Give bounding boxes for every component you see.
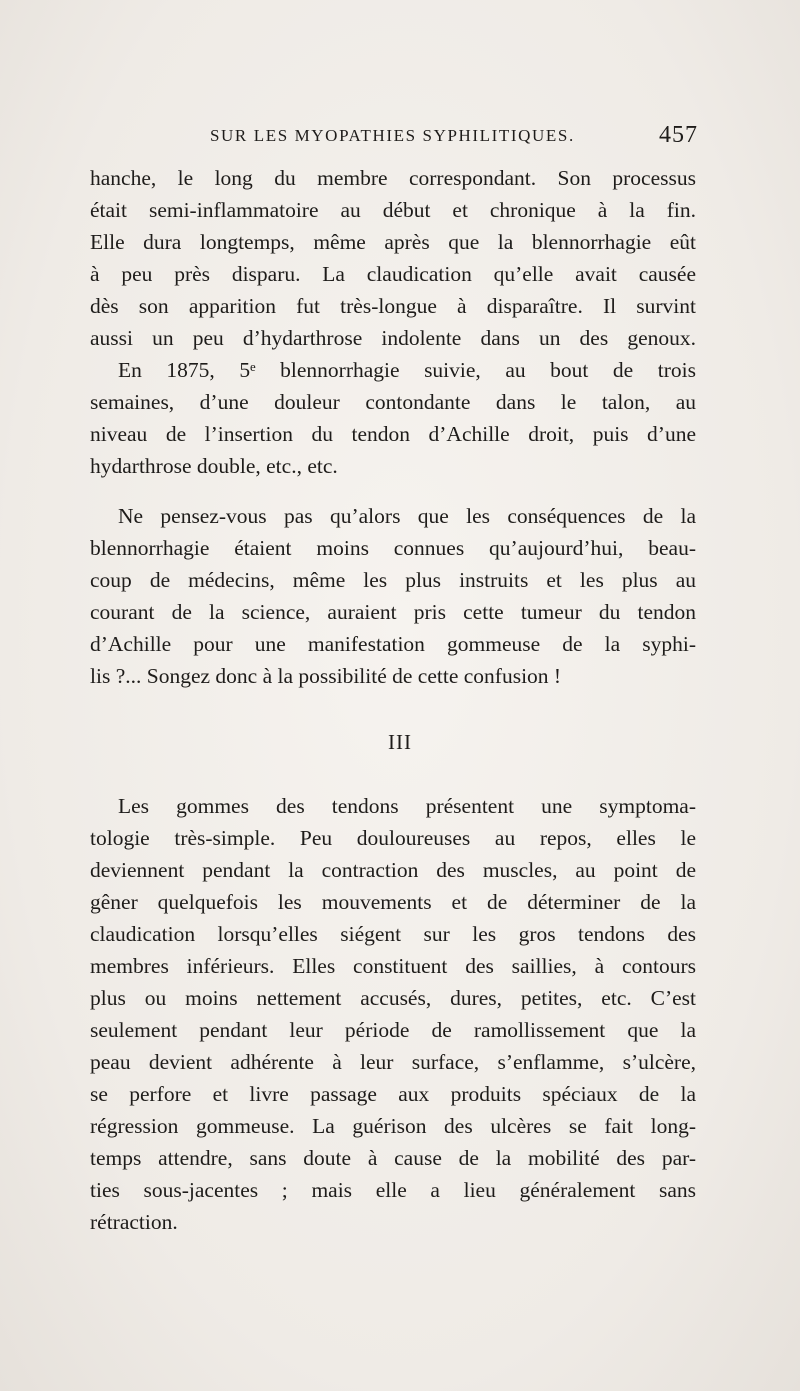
text-line: lis ?... Songez donc à la possibilité de cette confusion ! <box>90 664 562 688</box>
text-line: d’Achille pour une manifestation gommeuse de la syphi- <box>90 632 696 656</box>
text-line: Les gommes des tendons présentent une symptoma- <box>118 794 696 818</box>
text-line: se perfore et livre passage aux produits spéciaux de la <box>90 1082 696 1106</box>
text-line: deviennent pendant la contraction des muscles, au point de <box>90 858 696 882</box>
text-line: temps attendre, sans doute à cause de la mobilité des par- <box>90 1146 696 1170</box>
text-line: En 1875, 5ᵉ blennorrhagie suivie, au bout de trois <box>118 358 696 382</box>
text-line: ties sous-jacentes ; mais elle a lieu généralement sans <box>90 1178 696 1202</box>
text-line: coup de médecins, même les plus instruits et les plus au <box>90 568 696 592</box>
text-line: seulement pendant leur période de ramollissement que la <box>90 1018 696 1042</box>
text-line: était semi-inflammatoire au début et chronique à la fin. <box>90 198 696 222</box>
text-line: plus ou moins nettement accusés, dures, petites, etc. C’est <box>90 986 696 1010</box>
text-line: semaines, d’une douleur contondante dans le talon, au <box>90 390 696 414</box>
running-head <box>90 122 698 152</box>
text-line: peau devient adhérente à leur surface, s’enflamme, s’ulcère, <box>90 1050 696 1074</box>
text-line: Elle dura longtemps, même après que la blennorrhagie eût <box>90 230 696 254</box>
text-line: hydarthrose double, etc., etc. <box>90 454 338 478</box>
text-line: tologie très-simple. Peu douloureuses au repos, elles le <box>90 826 696 850</box>
text-line: dès son apparition fut très-longue à disparaître. Il survint <box>90 294 696 318</box>
page-number: 457 <box>659 122 698 148</box>
text-line: Ne pensez-vous pas qu’alors que les conséquences de la <box>118 504 696 528</box>
text-line: claudication lorsqu’elles siégent sur les gros tendons des <box>90 922 696 946</box>
text-line: blennorrhagie étaient moins connues qu’aujourd’hui, beau- <box>90 536 696 560</box>
text-line: rétraction. <box>90 1210 178 1234</box>
text-line: à peu près disparu. La claudication qu’elle avait causée <box>90 262 696 286</box>
text-line: régression gommeuse. La guérison des ulcères se fait long- <box>90 1114 696 1138</box>
text-line: aussi un peu d’hydarthrose indolente dans un des genoux. <box>90 326 696 350</box>
text-line: hanche, le long du membre correspondant. Son processus <box>90 166 696 190</box>
text-line: courant de la science, auraient pris cette tumeur du tendon <box>90 600 696 624</box>
text-line: niveau de l’insertion du tendon d’Achille droit, puis d’une <box>90 422 696 446</box>
text-line: membres inférieurs. Elles constituent des saillies, à contours <box>90 954 696 978</box>
section-heading: III <box>388 730 412 754</box>
running-title: SUR LES MYOPATHIES SYPHILITIQUES. <box>210 126 575 145</box>
text-line: gêner quelquefois les mouvements et de déterminer de la <box>90 890 696 914</box>
